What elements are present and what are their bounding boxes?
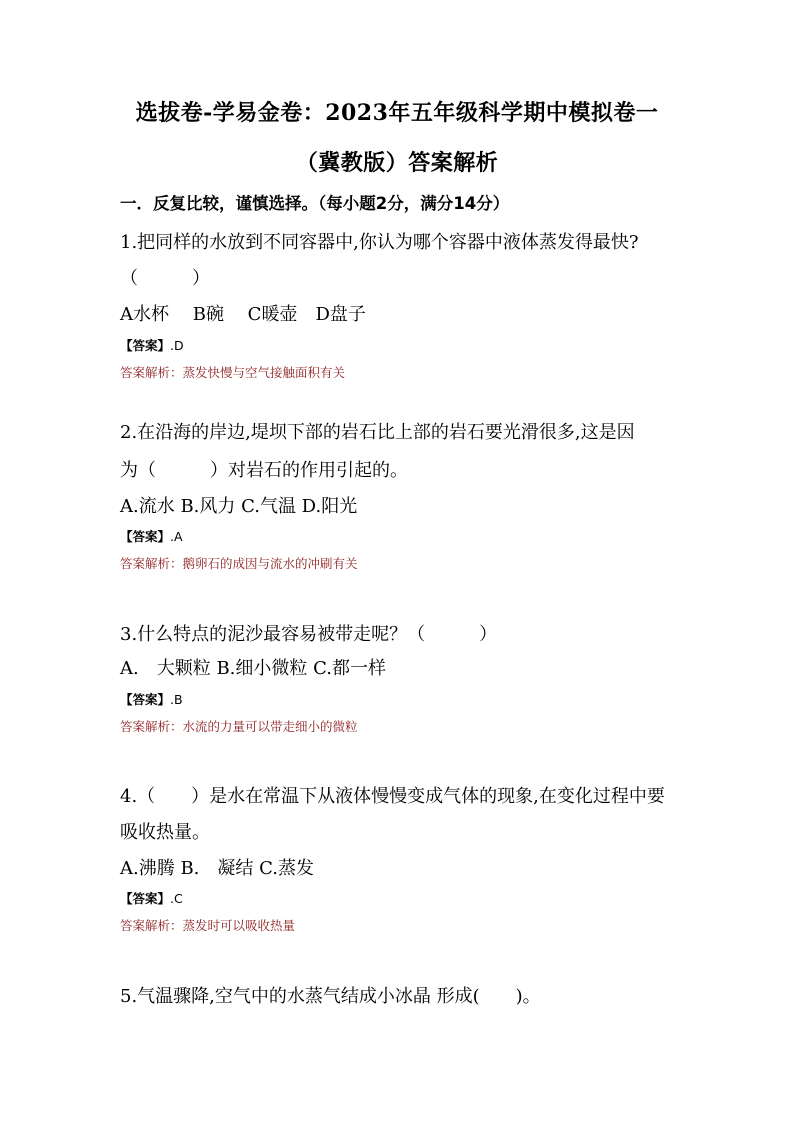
question-1-line-1: 1.把同样的水放到不同容器中,你认为哪个容器中液体蒸发得最快? xyxy=(120,232,639,253)
question-4-answer xyxy=(120,889,183,907)
answer-label: 【答案】 xyxy=(120,338,171,353)
answer-label: 【答案】 xyxy=(120,891,171,906)
answer-label: 【答案】 xyxy=(120,692,171,707)
question-2-explanation: 答案解析：鹅卵石的成因与流水的冲刷有关 xyxy=(120,556,358,571)
section-heading: 一．反复比较，谨慎选择。（每小题2分，满分14分） xyxy=(120,194,510,213)
question-2-line-2: 为（ ）对岩石的作用引起的。 xyxy=(120,460,408,481)
question-1-answer xyxy=(120,336,184,354)
answer-label: 【答案】 xyxy=(120,529,171,544)
question-3-explanation: 答案解析：水流的力量可以带走细小的微粒 xyxy=(120,719,358,734)
question-1-line-2: （ ） xyxy=(120,268,210,289)
question-3-options: A. 大颗粒 B.细小微粒 C.都一样 xyxy=(120,658,386,679)
question-2-options: A.流水 B.风力 C.气温 D.阳光 xyxy=(120,496,358,517)
question-3-answer xyxy=(120,690,183,708)
question-5-line-1: 5.气温骤降,空气中的水蒸气结成小冰晶 形成( )。 xyxy=(120,986,541,1007)
question-4-line-1: 4.（ ）是水在常温下从液体慢慢变成气体的现象,在变化过程中要 xyxy=(120,786,665,807)
question-1-options: A水杯 B碗 C暖壶 D盘子 xyxy=(120,304,366,325)
question-2-answer xyxy=(120,527,183,545)
answer-value: .B xyxy=(170,692,183,707)
question-4-options: A.沸腾 B. 凝结 C.蒸发 xyxy=(120,858,314,879)
document-title-line-2: （冀教版）答案解析 xyxy=(295,150,499,176)
question-4-explanation: 答案解析：蒸发时可以吸收热量 xyxy=(120,918,296,933)
answer-value: .C xyxy=(170,891,183,906)
answer-value: .A xyxy=(170,529,183,544)
question-3-line-1: 3.什么特点的泥沙最容易被带走呢？（ ） xyxy=(120,624,498,645)
question-2-line-1: 2.在沿海的岸边,堤坝下部的岩石比上部的岩石要光滑很多,这是因 xyxy=(120,422,635,443)
question-1-explanation: 答案解析：蒸发快慢与空气接触面积有关 xyxy=(120,365,346,380)
document-title-line-1: 选拔卷-学易金卷：2023年五年级科学期中模拟卷一 xyxy=(135,100,659,126)
answer-value: .D xyxy=(170,338,184,353)
question-4-line-2: 吸收热量。 xyxy=(120,822,210,843)
